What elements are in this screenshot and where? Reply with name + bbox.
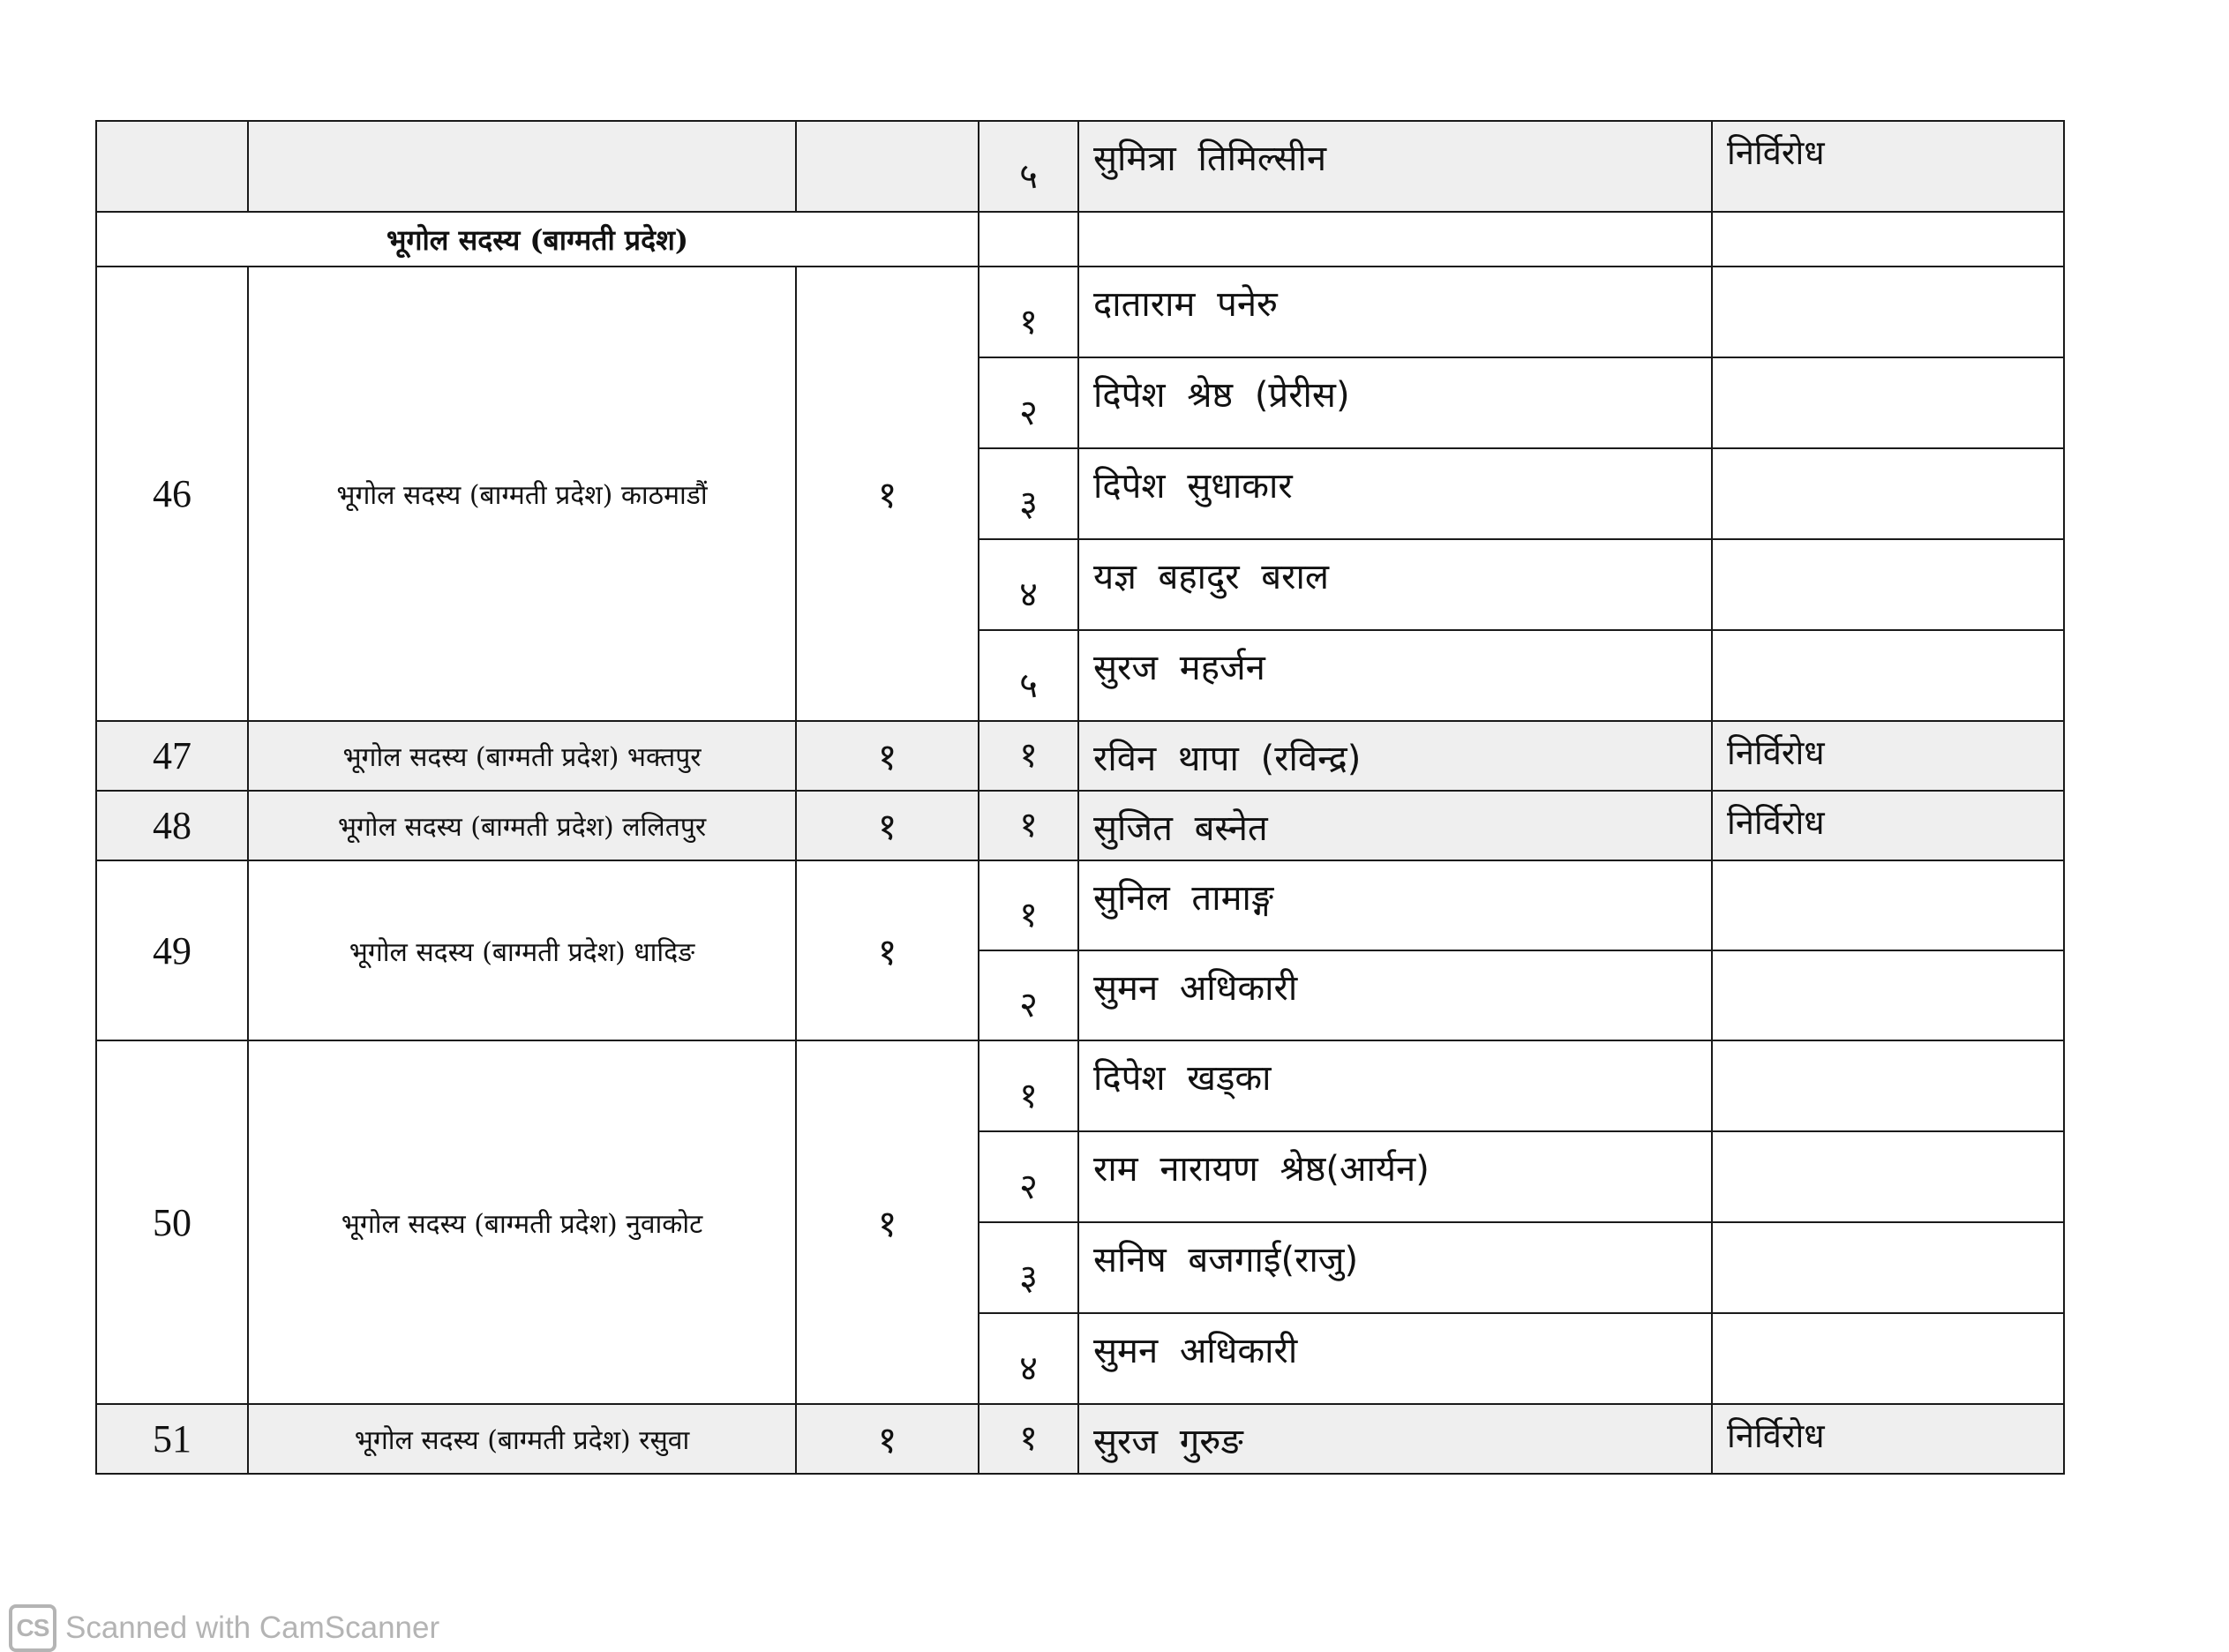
candidate-name: सुरज महर्जन: [1078, 630, 1712, 721]
seat-count: १: [796, 721, 979, 791]
table-row: [96, 860, 2064, 950]
candidate-number: १: [979, 791, 1078, 860]
remark: [1712, 950, 2064, 1040]
candidate-number: ४: [979, 539, 1078, 630]
candidate-table: [95, 120, 2065, 1475]
continuation-row: [96, 121, 2064, 212]
district-label: भूगोल सदस्य (बाग्मती प्रदेश) ललितपुर: [248, 791, 796, 860]
camscanner-logo-icon: CS: [9, 1604, 56, 1652]
candidate-number: ५: [979, 630, 1078, 721]
empty-serial-cell: [96, 121, 248, 212]
candidate-name: दाताराम पनेरु: [1078, 267, 1712, 357]
serial-number: 51: [96, 1404, 248, 1474]
candidate-name: सनिष बजगाई(राजु): [1078, 1222, 1712, 1313]
table-row: [96, 721, 2064, 791]
candidate-number: ५: [979, 121, 1078, 212]
candidate-number: १: [979, 1404, 1078, 1474]
candidate-number: १: [979, 267, 1078, 357]
candidate-number: २: [979, 1131, 1078, 1222]
candidate-name: राम नारायण श्रेष्ठ(आर्यन): [1078, 1131, 1712, 1222]
section-heading-row: [96, 212, 2064, 267]
candidate-name: रविन थापा (रविन्द्र): [1078, 721, 1712, 791]
remark: [1712, 448, 2064, 539]
seat-count: १: [796, 267, 979, 721]
section-title: भूगोल सदस्य (बाग्मती प्रदेश): [96, 212, 979, 267]
remark: निर्विरोध: [1712, 1404, 2064, 1474]
candidate-name: दिपेश खड्का: [1078, 1040, 1712, 1131]
candidate-name: दिपेश सुधाकार: [1078, 448, 1712, 539]
serial-number: 46: [96, 267, 248, 721]
seat-count: १: [796, 1040, 979, 1404]
empty-seats-cell: [796, 121, 979, 212]
watermark-text: Scanned with CamScanner: [65, 1611, 440, 1645]
candidate-number: ४: [979, 1313, 1078, 1404]
candidate-name: सुजित बस्नेत: [1078, 791, 1712, 860]
district-label: भूगोल सदस्य (बाग्मती प्रदेश) रसुवा: [248, 1404, 796, 1474]
empty-cell: [1712, 212, 2064, 267]
district-label: भूगोल सदस्य (बाग्मती प्रदेश) धादिङ: [248, 860, 796, 1040]
candidate-number: १: [979, 1040, 1078, 1131]
remark: [1712, 267, 2064, 357]
serial-number: 48: [96, 791, 248, 860]
seat-count: १: [796, 860, 979, 1040]
serial-number: 50: [96, 1040, 248, 1404]
remark: [1712, 357, 2064, 448]
remark: [1712, 539, 2064, 630]
camscanner-watermark: [9, 1604, 439, 1652]
candidate-name: सुमित्रा तिमिल्सीन: [1078, 121, 1712, 212]
candidate-number: २: [979, 950, 1078, 1040]
seat-count: १: [796, 1404, 979, 1474]
seat-count: १: [796, 791, 979, 860]
candidate-number: ३: [979, 1222, 1078, 1313]
table-row: [96, 267, 2064, 357]
candidate-name: सुमन अधिकारी: [1078, 950, 1712, 1040]
district-label: भूगोल सदस्य (बाग्मती प्रदेश) भक्तपुर: [248, 721, 796, 791]
candidate-name: दिपेश श्रेष्ठ (प्रेरीस): [1078, 357, 1712, 448]
serial-number: 49: [96, 860, 248, 1040]
remark: [1712, 630, 2064, 721]
table-row: [96, 791, 2064, 860]
candidate-name: यज्ञ बहादुर बराल: [1078, 539, 1712, 630]
remark: [1712, 1131, 2064, 1222]
remark: [1712, 860, 2064, 950]
candidate-name: सुनिल तामाङ्ग: [1078, 860, 1712, 950]
remark: [1712, 1313, 2064, 1404]
candidate-name: सुमन अधिकारी: [1078, 1313, 1712, 1404]
candidate-number: ३: [979, 448, 1078, 539]
district-label: भूगोल सदस्य (बाग्मती प्रदेश) नुवाकोट: [248, 1040, 796, 1404]
remark: निर्विरोध: [1712, 121, 2064, 212]
district-label: भूगोल सदस्य (बाग्मती प्रदेश) काठमाडौं: [248, 267, 796, 721]
serial-number: 47: [96, 721, 248, 791]
candidate-name: सुरज गुरुङ: [1078, 1404, 1712, 1474]
empty-cell: [1078, 212, 1712, 267]
remark: [1712, 1040, 2064, 1131]
empty-cell: [979, 212, 1078, 267]
table-row: [96, 1404, 2064, 1474]
candidate-number: १: [979, 721, 1078, 791]
candidate-number: २: [979, 357, 1078, 448]
remark: निर्विरोध: [1712, 721, 2064, 791]
candidate-number: १: [979, 860, 1078, 950]
table-row: [96, 1040, 2064, 1131]
remark: निर्विरोध: [1712, 791, 2064, 860]
empty-district-cell: [248, 121, 796, 212]
remark: [1712, 1222, 2064, 1313]
